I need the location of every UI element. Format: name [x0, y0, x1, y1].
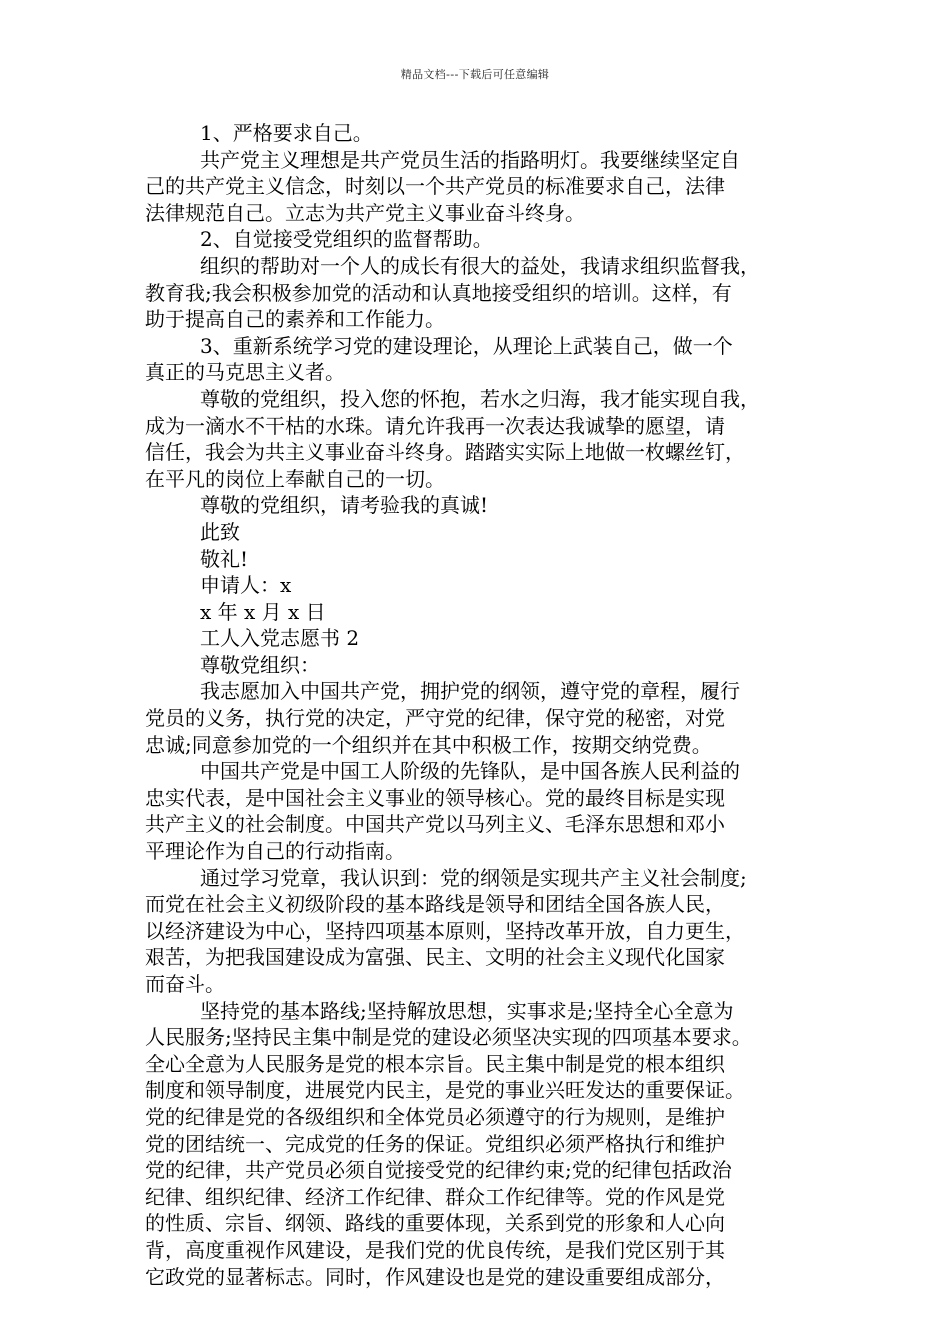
text-line: 此致 [200, 519, 240, 544]
text-line: 共产主义的社会制度。中国共产党以马列主义、毛泽东思想和邓小 [145, 812, 725, 837]
text-line: 尊敬党组织： [200, 652, 320, 677]
text-line: 党的纪律，共产党员必须自觉接受党的纪律约束;党的纪律包括政治 [145, 1158, 732, 1183]
text-line: 以经济建设为中心，坚持四项基本原则，坚持改革开放，自力更生， [145, 918, 745, 943]
text-line: 信任，我会为共主义事业奋斗终身。踏踏实实际上地做一枚螺丝钉， [145, 440, 745, 465]
text-line: 成为一滴水不干枯的水珠。请允许我再一次表达我诚挚的愿望，请 [145, 413, 725, 438]
text-line: 中国共产党是中国工人阶级的先锋队，是中国各族人民利益的 [200, 759, 740, 784]
text-line: 制度和领导制度，进展党内民主，是党的事业兴旺发达的重要保证。 [145, 1078, 745, 1103]
text-line: 坚持党的基本路线;坚持解放思想，实事求是;坚持全心全意为 [200, 998, 734, 1023]
text-line: 纪律、组织纪律、经济工作纪律、群众工作纪律等。党的作风是党 [145, 1184, 725, 1209]
text-line: 而党在社会主义初级阶段的基本路线是领导和团结全国各族人民， [145, 892, 725, 917]
text-line: 我志愿加入中国共产党，拥护党的纲领，遵守党的章程，履行 [200, 679, 740, 704]
text-line: 教育我;我会积极参加党的活动和认真地接受组织的培训。这样，有 [145, 280, 732, 305]
text-line: 背，高度重视作风建设，是我们党的优良传统，是我们党区别于其 [145, 1237, 725, 1262]
text-line: 党的纪律是党的各级组织和全体党员必须遵守的行为规则，是维护 [145, 1104, 725, 1129]
text-line: 己的共产党主义信念，时刻以一个共产党员的标准要求自己，法律 [145, 174, 725, 199]
text-line: 忠实代表，是中国社会主义事业的领导核心。党的最终目标是实现 [145, 785, 725, 810]
text-line: 法律规范自己。立志为共产党主义事业奋斗终身。 [145, 200, 585, 225]
text-line: 艰苦，为把我国建设成为富强、民主、文明的社会主义现代化国家 [145, 945, 725, 970]
text-line: 而奋斗。 [145, 972, 225, 996]
text-line: 平理论作为自己的行动指南。 [145, 839, 405, 864]
text-line: 敬礼! [200, 546, 249, 571]
text-line: 尊敬的党组织，请考验我的真诚! [200, 493, 489, 518]
text-line: 组织的帮助对一个人的成长有很大的益处，我请求组织监督我， [200, 253, 760, 278]
text-line: 党员的义务，执行党的决定，严守党的纪律，保守党的秘密，对党 [145, 706, 725, 731]
text-line: 3、重新系统学习党的建设理论，从理论上武装自己，做一个 [200, 333, 733, 358]
text-line: 共产党主义理想是共产党员生活的指路明灯。我要继续坚定自 [200, 147, 740, 172]
text-line: 它政党的显著标志。同时，作风建设也是党的建设重要组成部分， [145, 1264, 725, 1289]
text-line: 通过学习党章，我认识到：党的纲领是实现共产主义社会制度; [200, 865, 747, 890]
text-line: 的性质、宗旨、纲领、路线的重要体现，关系到党的形象和人心向 [145, 1211, 725, 1236]
text-line: 申请人：x [200, 573, 292, 598]
page-header: 精品文档---下载后可任意编辑 [400, 68, 550, 81]
text-line: 真正的马克思主义者。 [145, 360, 345, 385]
text-line: 在平凡的岗位上奉献自己的一切。 [145, 466, 445, 491]
text-line: 全心全意为人民服务是党的根本宗旨。民主集中制是党的根本组织 [145, 1051, 725, 1076]
text-line: x 年 x 月 x 日 [200, 599, 326, 624]
text-line: 党的团结统一、完成党的任务的保证。党组织必须严格执行和维护 [145, 1131, 725, 1156]
text-line: 助于提高自己的素养和工作能力。 [145, 307, 445, 332]
text-line: 人民服务;坚持民主集中制是党的建设必须坚决实现的四项基本要求。 [145, 1025, 752, 1050]
document-body [145, 120, 813, 1290]
text-line: 2、自觉接受党组织的监督帮助。 [200, 227, 493, 252]
text-line: 工人入党志愿书 2 [200, 626, 360, 651]
text-line: 1、严格要求自己。 [200, 121, 373, 145]
text-line: 尊敬的党组织，投入您的怀抱，若水之归海，我才能实现自我， [200, 386, 760, 411]
text-line: 忠诚;同意参加党的一个组织并在其中积极工作，按期交纳党费。 [145, 732, 712, 757]
